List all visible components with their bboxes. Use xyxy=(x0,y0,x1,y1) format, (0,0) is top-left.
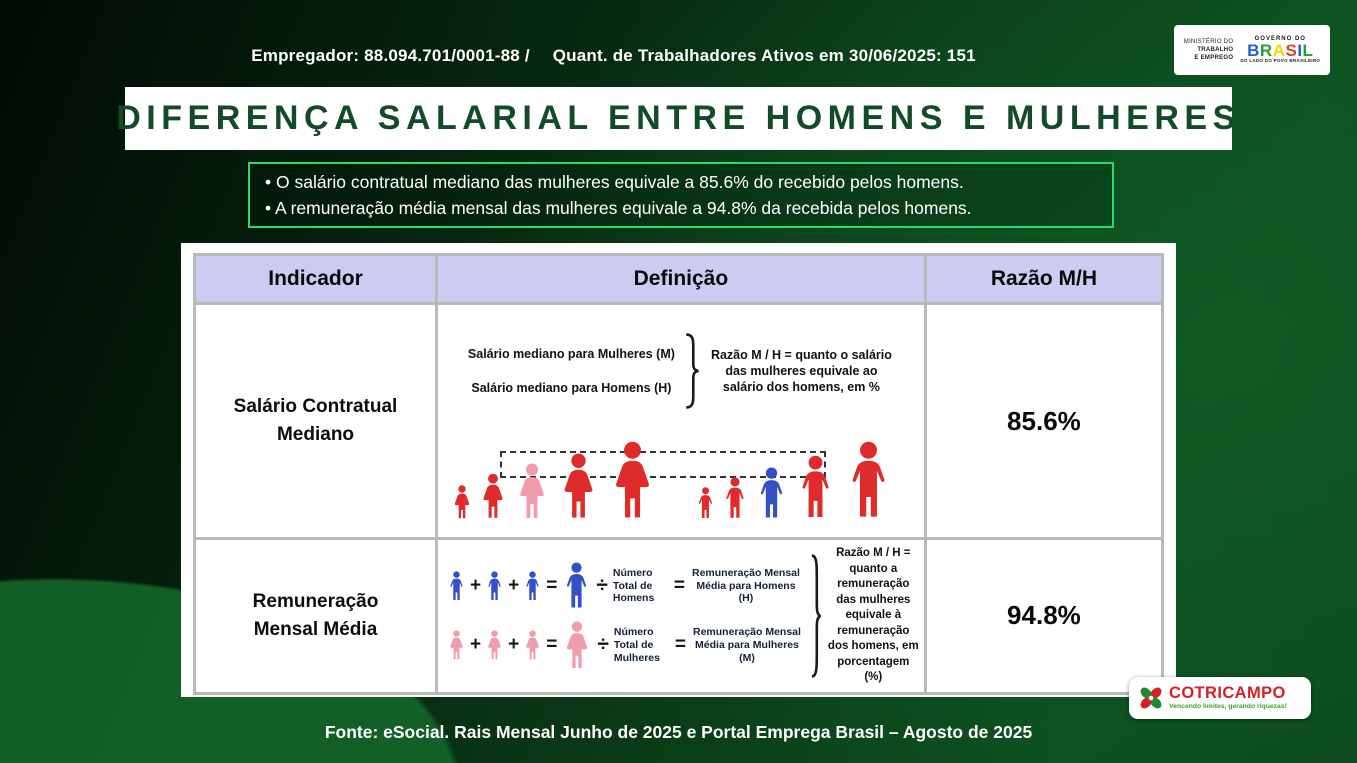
indicator-label: Salário Contratual Mediano xyxy=(233,396,398,445)
woman-figure-icon xyxy=(522,630,543,660)
table-row xyxy=(195,539,1163,694)
women-total-label: Número Total de Mulheres xyxy=(613,626,660,664)
plus-operator: + xyxy=(470,634,482,656)
woman-figure-icon xyxy=(450,485,474,519)
governo-tagline: DO LADO DO POVO BRASILEIRO xyxy=(1240,58,1321,64)
plus-operator: + xyxy=(508,634,520,656)
cotricampo-mark-icon xyxy=(1137,684,1165,712)
ministry-line1: MINISTÉRIO DO xyxy=(1183,38,1234,45)
indicators-panel xyxy=(181,243,1176,697)
indicator-average-pay-cell xyxy=(195,539,437,694)
summary-box xyxy=(248,162,1114,228)
fraction-numerator: Salário mediano para Mulheres (M) xyxy=(467,347,675,361)
ratio-median-salary: 85.6% xyxy=(925,304,1162,539)
employer-header xyxy=(0,46,1227,66)
median-man-figure-icon xyxy=(753,467,790,519)
men-average-formula xyxy=(446,562,805,609)
header-razao-mh: Razão M/H xyxy=(925,255,1162,304)
woman-figure-icon xyxy=(446,630,467,660)
fraction-denominator: Salário mediano para Homens (H) xyxy=(471,381,672,395)
indicator-median-salary-cell xyxy=(195,304,437,539)
plus-operator: + xyxy=(470,574,482,596)
governo-do-label: GOVERNO DO xyxy=(1254,35,1306,42)
man-figure-icon xyxy=(522,571,543,601)
curly-brace-icon xyxy=(811,553,821,679)
cotricampo-name: COTRICAMPO xyxy=(1169,684,1286,703)
definition-average-pay-cell xyxy=(437,539,926,694)
summary-bullet-median-salary: • O salário contratual mediano das mulheres equivale a 85.6% do recebido pelos homens. xyxy=(265,171,964,192)
source-footer: Fonte: eSocial. Rais Mensal Junho de 2025 e Portal Emprega Brasil – Agosto de 2025 xyxy=(324,722,1033,742)
women-average-label: Remuneração Mensal Média para Mulheres (M) xyxy=(692,626,801,664)
summary-bullet-average-pay: • A remuneração média mensal das mulheres equivale a 94.8% da recebida pelos homens. xyxy=(265,197,972,218)
woman-figure-icon xyxy=(477,473,509,519)
man-figure-icon xyxy=(694,487,717,519)
men-total-label: Número Total de Homens xyxy=(612,566,655,605)
women-group xyxy=(450,441,660,519)
woman-figure-icon xyxy=(484,630,505,660)
indicators-table xyxy=(193,253,1164,695)
men-average-label: Remuneração Mensal Média para Homens (H) xyxy=(691,566,800,605)
brasil-logo-text: BRASIL xyxy=(1247,41,1314,61)
population-figures xyxy=(442,421,920,523)
woman-figure-icon xyxy=(605,441,660,519)
man-figure-icon xyxy=(841,441,896,519)
divide-operator: ÷ xyxy=(596,573,608,597)
curly-brace-icon xyxy=(685,333,699,409)
governo-brasil-logo xyxy=(1240,36,1320,65)
man-figure-icon xyxy=(793,455,838,519)
table-row xyxy=(195,304,1163,539)
page-title: DIFERENÇA SALARIAL ENTRE HOMENS E MULHERES xyxy=(116,99,1241,137)
header-indicador: Indicador xyxy=(195,255,437,304)
ministry-line3: E EMPREGO xyxy=(1194,55,1234,62)
plus-operator: + xyxy=(508,574,520,596)
man-figure-icon xyxy=(446,571,467,601)
man-figure-icon xyxy=(720,477,750,519)
ministry-line2: TRABALHO xyxy=(1197,46,1234,53)
man-figure-icon xyxy=(484,571,505,601)
table-header-row xyxy=(195,255,1163,304)
woman-figure-icon xyxy=(555,453,602,519)
header-definicao: Definição xyxy=(437,255,926,304)
cotricampo-logo xyxy=(1129,677,1311,719)
women-average-formula xyxy=(446,621,805,669)
man-figure-icon xyxy=(560,562,593,609)
median-ratio-explanation: Razão M / H = quanto o salário das mulheres equivale ao salário dos homens, em % xyxy=(710,347,892,395)
equals-operator: = xyxy=(546,574,558,596)
equals-operator: = xyxy=(673,574,685,596)
ministry-logo xyxy=(1184,38,1234,62)
ratio-average-pay: 94.8% xyxy=(925,539,1162,694)
median-salary-fraction xyxy=(468,347,675,395)
equals-operator: = xyxy=(674,634,686,656)
government-logos xyxy=(1174,25,1330,75)
median-woman-figure-icon xyxy=(512,463,552,519)
indicator-label: Remuneração Mensal Média xyxy=(252,591,379,640)
average-ratio-explanation: Razão M / H = quanto a remuneração das mulheres equivale à remuneração dos homens, em porcentagem (%) xyxy=(827,547,919,684)
title-banner xyxy=(116,87,1241,150)
active-workers-count: Quant. de Trabalhadores Ativos em 30/06/2025: 151 xyxy=(552,46,976,65)
cotricampo-tagline: Vencendo limites, gerando riquezas! xyxy=(1169,702,1287,710)
employer-id: Empregador: 88.094.701/0001-88 / xyxy=(251,46,530,65)
equals-operator: = xyxy=(546,634,558,656)
men-group xyxy=(694,441,896,519)
definition-median-salary-cell xyxy=(437,304,926,539)
woman-figure-icon xyxy=(560,621,594,669)
divide-operator: ÷ xyxy=(597,633,609,657)
